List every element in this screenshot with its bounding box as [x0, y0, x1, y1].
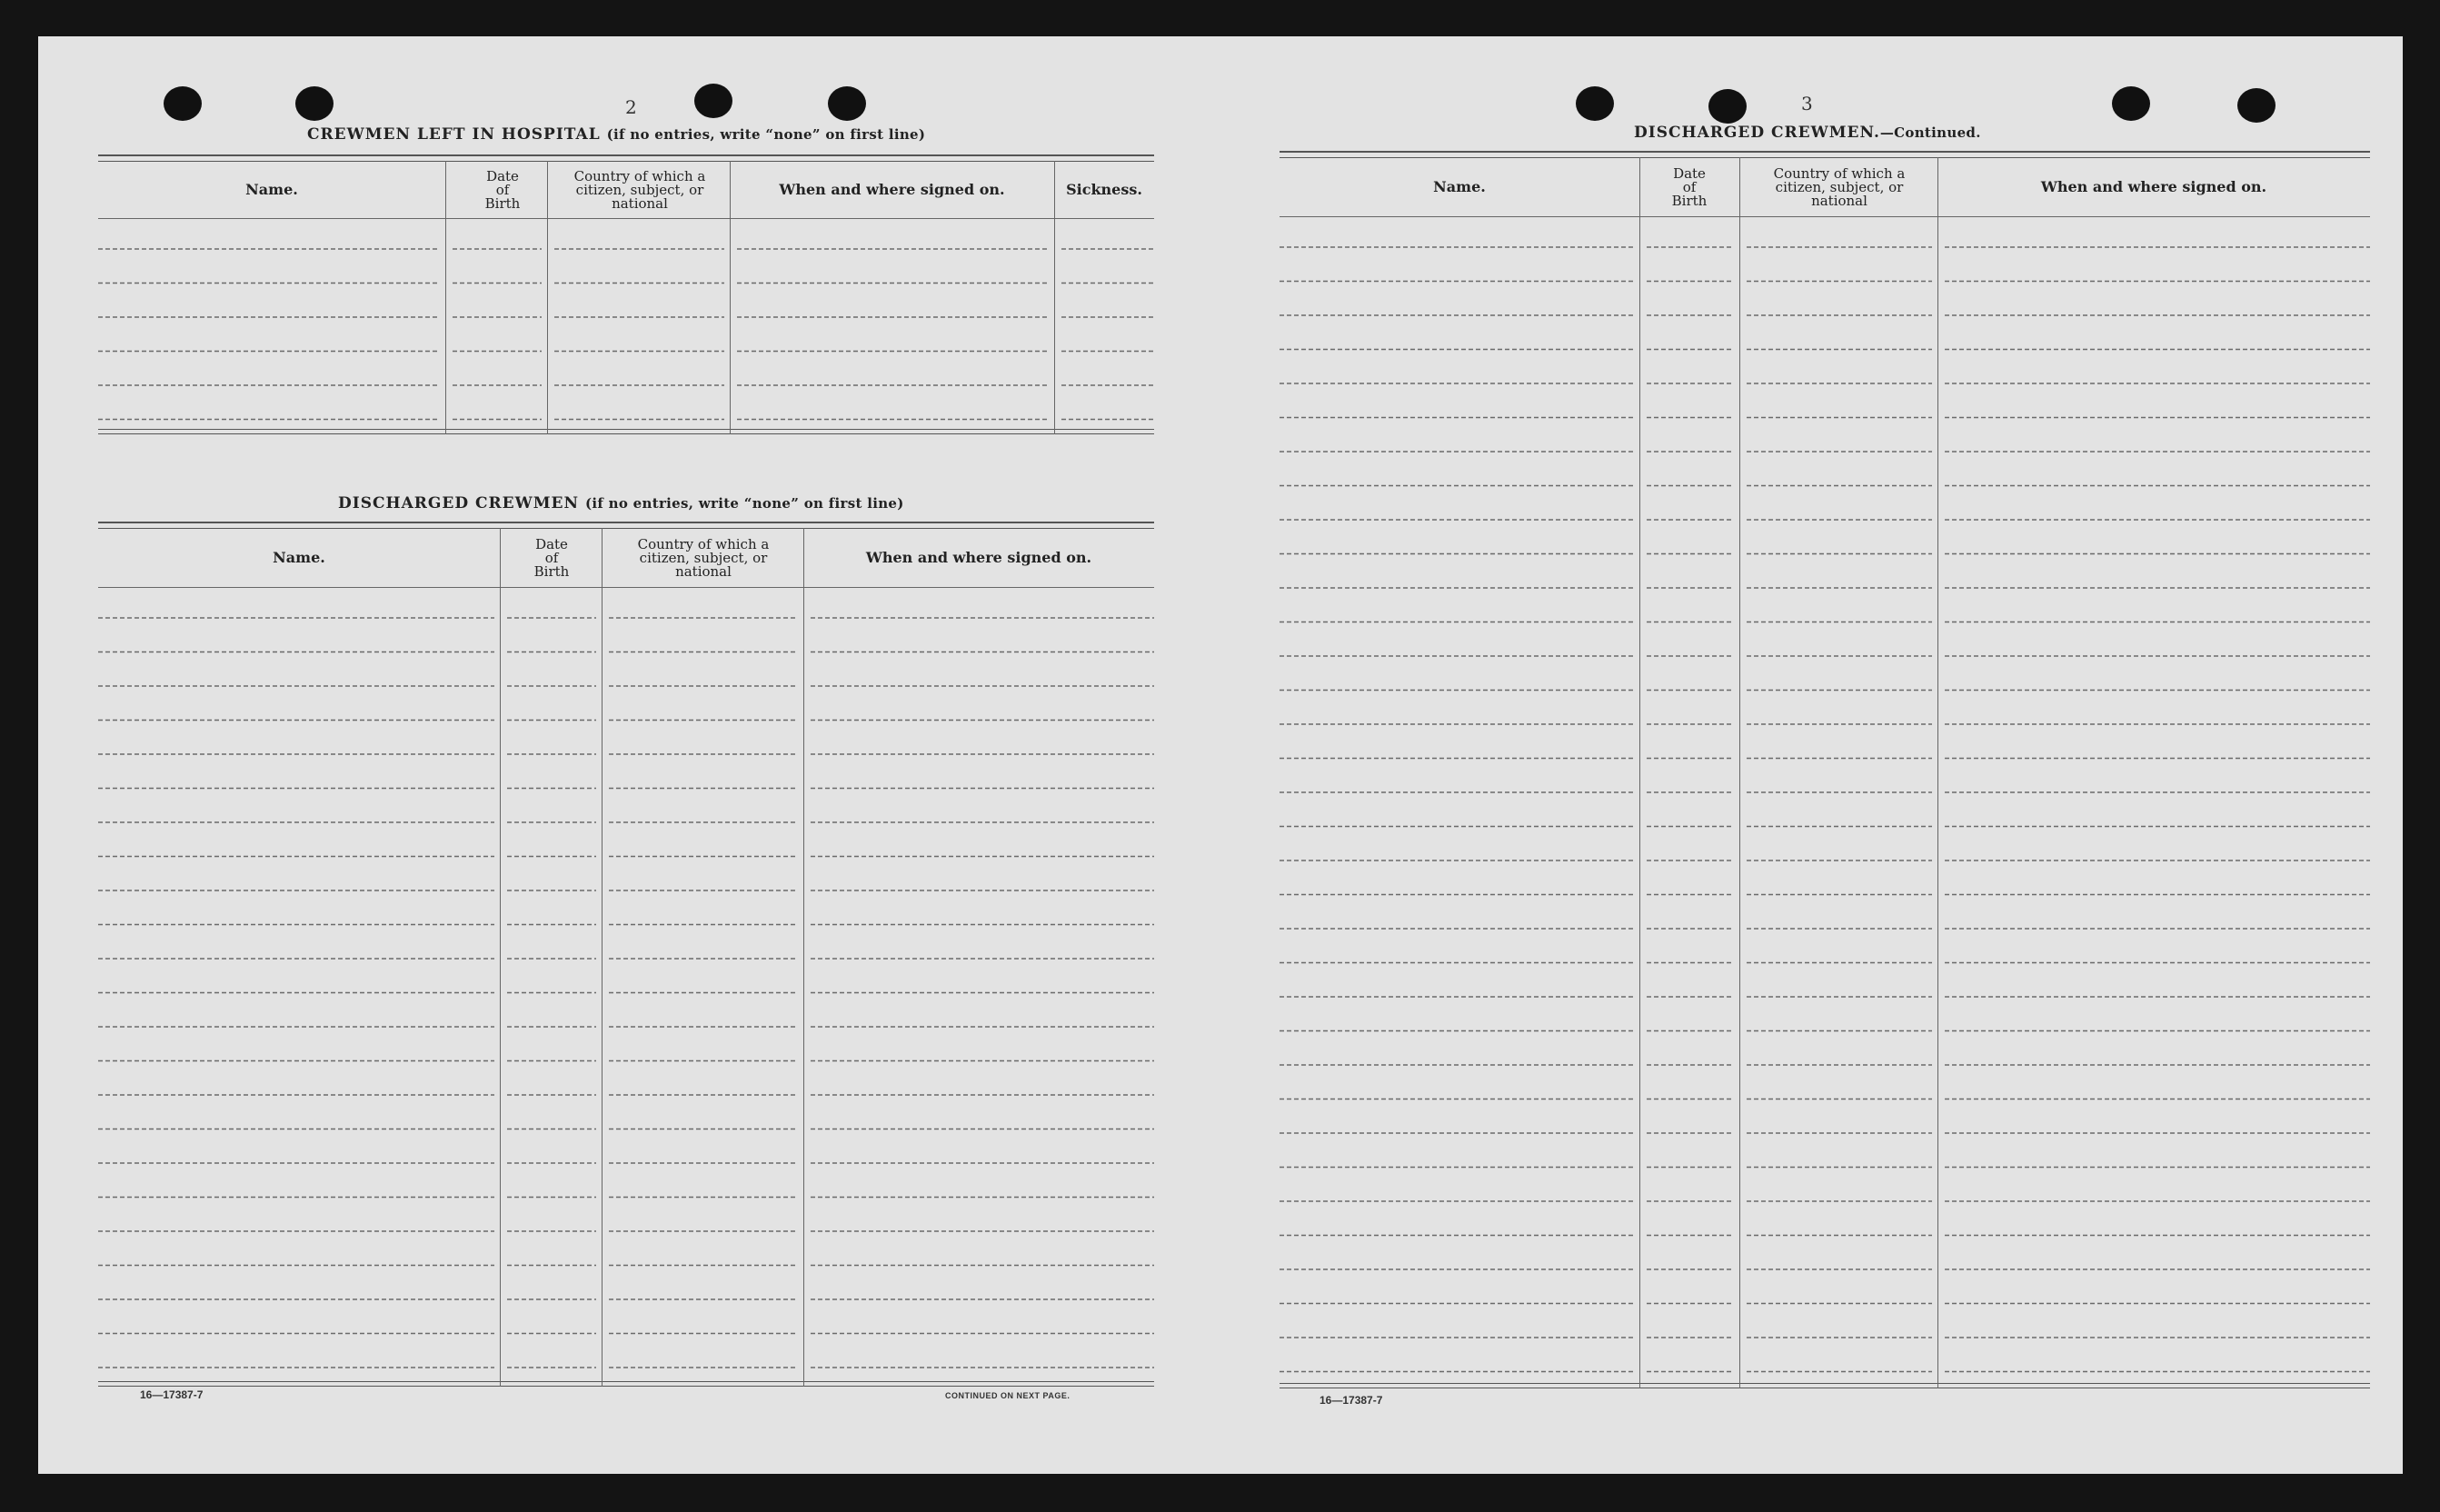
- header-name: Name.: [1433, 178, 1486, 195]
- ruled-lines: [98, 218, 1154, 427]
- hospital-table: [98, 154, 1154, 434]
- hospital-title-text: CREWMEN LEFT IN HOSPITAL: [307, 125, 601, 144]
- hospital-entry-lines: [98, 218, 1154, 427]
- header-when-where: When and where signed on.: [2040, 178, 2267, 195]
- header-date-of-birth: Date of Birth: [484, 167, 521, 212]
- page-number-left: 2: [625, 96, 637, 118]
- header-country: Country of which a citizen, subject, or national: [1773, 164, 1906, 209]
- discharged-title-text: DISCHARGED CREWMEN: [338, 494, 580, 512]
- table-top-rule: [1280, 151, 2370, 158]
- header-name: Name.: [245, 181, 298, 198]
- hospital-section-title: [307, 125, 925, 144]
- form-number-right: 16—17387-7: [1320, 1394, 1383, 1407]
- discharged-table-left: [98, 487, 1154, 1387]
- punch-hole: [1708, 89, 1747, 124]
- form-number-left: 16—17387-7: [140, 1388, 204, 1401]
- header-sickness: Sickness.: [1066, 181, 1142, 198]
- page-number-right: 3: [1801, 93, 1813, 114]
- header-date-of-birth: Date of Birth: [533, 535, 570, 580]
- table-bottom-rule: [98, 1381, 1154, 1387]
- header-when-where: When and where signed on.: [865, 549, 1092, 566]
- table-top-rule: [98, 522, 1154, 529]
- header-country: Country of which a citizen, subject, or national: [573, 167, 706, 212]
- punch-hole: [694, 84, 732, 118]
- ruled-lines: [1280, 216, 2370, 1381]
- table-bottom-rule: [1280, 1383, 2370, 1388]
- discharged-continued-entry-lines: [1280, 216, 2370, 1381]
- ruled-lines: [98, 587, 1154, 1379]
- discharged-continued-title-text: DISCHARGED CREWMEN.: [1634, 124, 1880, 142]
- punch-hole: [828, 86, 866, 121]
- discharged-table-right: [1280, 151, 2370, 1388]
- discharged-continued-suffix: —Continued.: [1879, 124, 1981, 141]
- header-when-where: When and where signed on.: [779, 181, 1005, 198]
- hospital-title-note: (if no entries, write “none” on first line): [606, 126, 926, 143]
- discharged-continued-title: [1634, 124, 1981, 142]
- discharged-entry-lines: [98, 587, 1154, 1379]
- continued-note: CONTINUED ON NEXT PAGE.: [945, 1391, 1071, 1400]
- manifest-sheet: [38, 36, 2403, 1474]
- punch-hole: [2112, 86, 2150, 121]
- header-name: Name.: [273, 549, 325, 566]
- table-top-rule: [98, 154, 1154, 162]
- punch-hole: [2237, 88, 2276, 123]
- punch-hole: [164, 86, 202, 121]
- header-country: Country of which a citizen, subject, or national: [637, 535, 770, 580]
- table-bottom-rule: [98, 429, 1154, 434]
- discharged-title-note: (if no entries, write “none” on first line): [584, 495, 904, 512]
- punch-hole: [1576, 86, 1614, 121]
- punch-hole: [295, 86, 334, 121]
- header-date-of-birth: Date of Birth: [1671, 164, 1708, 209]
